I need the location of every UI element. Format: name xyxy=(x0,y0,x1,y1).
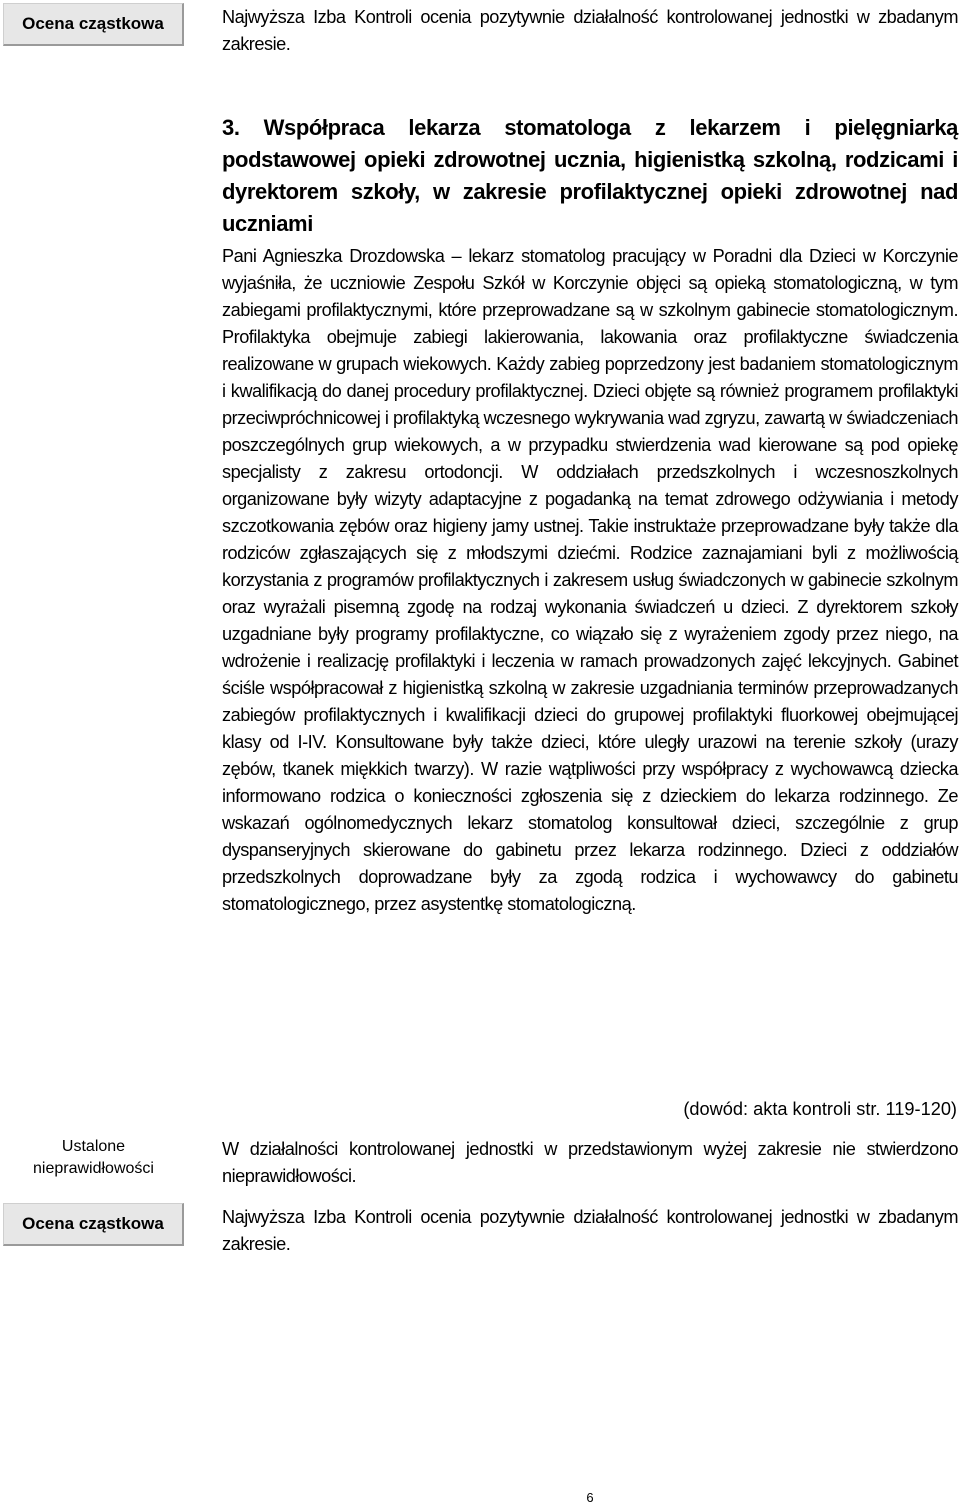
irregularities-text: W działalności kontrolowanej jednostki w przedstawionym wyżej zakresie nie stwierdzono nieprawidłowości. xyxy=(222,1139,958,1186)
bottom-rating-text: Najwyższa Izba Kontroli ocenia pozytywnie działalność kontrolowanej jednostki w zbadanym zakresie. xyxy=(222,1207,958,1254)
irregularities-label: Ustalone nieprawidłowości xyxy=(33,1138,154,1177)
page-number: 6 xyxy=(586,1490,594,1505)
partial-rating-label-bottom: Ocena cząstkowa xyxy=(3,1203,184,1246)
body-paragraph: Pani Agnieszka Drozdowska – lekarz stomatolog pracujący w Poradni dla Dzieci w Korczynie wyjaśniła, że uczniowie Zespołu Szkół w Korczynie objęci są opieką stomatologiczną, w tym zabiegami profilaktycznymi, które przeprowadzane są w szkolnym gabinecie stomatologicznym. Profilaktyka obejmuje zabiegi lakierowania, lakowania oraz profilaktyczne świadczenia realizowane w grupach wiekowych. Każdy zabieg poprzedzony jest badaniem stomatologicznym i kwalifikacją do danej procedury profilaktycznej. Dzieci objęte są również programem profilaktyki przeciwpróchnicowej i profilaktyką wczesnego wykrywania wad zgryzu, zawartą w świadczeniach poszczególnych grup wiekowych, a w przypadku stwierdzenia wad kierowane są pod opiekę specjalisty z zakresu ortodoncji. W oddziałach przedszkolnych i wczesnoszkolnych organizowane były wizyty adaptacyjne z pogadanką na temat zdrowego odżywiania i metody szczotkowania zębów oraz higieny jamy ustnej. Takie instruktaże przeprowadzane były także dla rodziców zgłaszających się z młodszymi dziećmi. Rodzice zaznajamiani byli z możliwością korzystania z programów profilaktycznych i zakresem usług świadczonych w gabinecie szkolnym oraz wyrażali pisemną zgodę na rodzaj wykonania świadczeń u dzieci. Z dyrektorem szkoły uzgadniane były programy profilaktyczne, co wiązało się z wyrażeniem zgody przez niego, na wdrożenie i realizację profilaktyki i leczenia w ramach prowadzonych zajęć lekcyjnych. Gabinet ściśle współpracował z higienistką szkolną w zakresie uzgadniania terminów przeprowadzanych zabiegów profilaktycznych i kwalifikacji dzieci do grupowej profilaktyki fluorkowej obejmującej klasy od I-IV. Konsultowane były także dzieci, które uległy urazowi na terenie szkoły (urazy zębów, tkanek miękkich twarzy). W razie wątpliwości przy współpracy z wychowawcą dziecka informowano rodzica o konieczności zgłoszenia się z dzieckiem do lekarza rodzinnego. Ze wskazań ogólnomedycznych lekarz stomatolog konsultował dzieci, szczególnie z grup dyspanseryjnych skierowane do gabinetu przez lekarza rodzinnego. Dzieci z oddziałów przedszkolnych doprowadzane były za zgodą rodzica i wychowawcy do gabinetu stomatologicznego, przez asystentkę stomatologiczną. xyxy=(222,246,958,914)
section-heading: 3. Współpraca lekarza stomatologa z lekarzem i pielęgniarką podstawowej opieki zdrowotnej ucznia, higienistką szkolną, rodzicami i dyrektorem szkoły, w zakresie profilaktycznej opieki zdrowotnej nad uczniami xyxy=(222,115,958,236)
evidence-note: (dowód: akta kontroli str. 119-120) xyxy=(683,1099,957,1119)
top-rating-text: Najwyższa Izba Kontroli ocenia pozytywnie działalność kontrolowanej jednostki w zbadanym zakresie. xyxy=(222,7,958,54)
partial-rating-label-top: Ocena cząstkowa xyxy=(3,3,184,46)
